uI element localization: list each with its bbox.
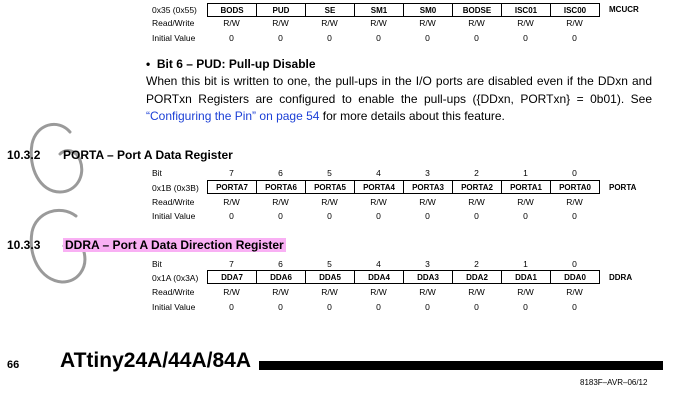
ddra-rw-row xyxy=(207,287,599,297)
rw-cell: R/W xyxy=(419,18,436,28)
rw-cell: R/W xyxy=(517,197,534,207)
bit-number: 7 xyxy=(229,259,234,269)
footer-page-number: 66 xyxy=(7,359,20,371)
ddra-bit-number-row xyxy=(207,259,599,269)
mcucr-address: 0x35 (0x55) xyxy=(152,5,197,15)
rw-cell: R/W xyxy=(566,18,583,28)
porta-bit-1: PORTA1 xyxy=(502,181,551,194)
rw-cell: R/W xyxy=(468,18,485,28)
pud-bullet-heading xyxy=(146,57,316,71)
mcucr-bit-6: PUD xyxy=(257,4,306,17)
ddra-section-title xyxy=(63,238,286,252)
bit-number: 4 xyxy=(376,168,381,178)
init-cell: 0 xyxy=(572,302,577,312)
ddra-bit-3: DDA3 xyxy=(404,271,453,284)
rw-cell: R/W xyxy=(517,287,534,297)
init-cell: 0 xyxy=(229,211,234,221)
ddra-init-label: Initial Value xyxy=(152,302,196,312)
init-cell: 0 xyxy=(327,33,332,43)
ddra-bit-0: DDA0 xyxy=(551,271,600,284)
ddra-bit-7: DDA7 xyxy=(221,272,243,282)
init-cell: 0 xyxy=(278,33,283,43)
pud-heading-text: Bit 6 – PUD: Pull-up Disable xyxy=(156,57,316,71)
porta-bit-4: PORTA4 xyxy=(355,181,404,194)
rw-cell: R/W xyxy=(272,18,289,28)
porta-bit-6: PORTA6 xyxy=(257,181,306,194)
init-cell: 0 xyxy=(474,302,479,312)
porta-address: 0x1B (0x3B) xyxy=(152,183,199,193)
configuring-pin-link[interactable]: “Configuring the Pin” on page 54 xyxy=(146,109,320,123)
ddra-bit-table xyxy=(207,270,600,284)
porta-bit-number-row xyxy=(207,168,599,178)
rw-cell: R/W xyxy=(272,287,289,297)
footer-rule-bar xyxy=(259,361,663,370)
rw-cell: R/W xyxy=(223,18,240,28)
porta-section-number: 10.3.2 xyxy=(7,148,41,162)
rw-cell: R/W xyxy=(272,197,289,207)
ddra-title-highlight: DDRA – Port A Data Direction Register xyxy=(65,238,284,252)
init-cell: 0 xyxy=(327,302,332,312)
porta-rw-row xyxy=(207,197,599,207)
init-cell: 0 xyxy=(278,211,283,221)
init-cell: 0 xyxy=(425,33,430,43)
porta-section-title: PORTA – Port A Data Register xyxy=(63,148,233,162)
porta-bit-2: PORTA2 xyxy=(453,181,502,194)
mcucr-init-row xyxy=(207,33,599,43)
bit-number: 6 xyxy=(278,259,283,269)
bit-number: 5 xyxy=(327,259,332,269)
init-cell: 0 xyxy=(229,33,234,43)
init-cell: 0 xyxy=(474,211,479,221)
init-cell: 0 xyxy=(474,33,479,43)
init-cell: 0 xyxy=(376,302,381,312)
mcucr-rw-row xyxy=(207,18,599,28)
ddra-bit-2: DDA2 xyxy=(453,271,502,284)
porta-bit-0: PORTA0 xyxy=(551,181,600,194)
ddra-register-name: DDRA xyxy=(609,273,633,282)
bit-number: 0 xyxy=(572,259,577,269)
mcucr-bit-2: BODSE xyxy=(453,4,502,17)
mcucr-rw-label: Read/Write xyxy=(152,18,195,28)
rw-cell: R/W xyxy=(223,197,240,207)
bit-number: 3 xyxy=(425,168,430,178)
porta-bits-row xyxy=(208,181,600,194)
bit-number: 1 xyxy=(523,259,528,269)
mcucr-bit-5: SE xyxy=(306,4,355,17)
pud-text-after: for more details about this feature. xyxy=(319,109,505,123)
mcucr-register-name: MCUCR xyxy=(609,5,639,14)
mcucr-bit-0: ISC00 xyxy=(551,4,600,17)
bit-number: 4 xyxy=(376,259,381,269)
rw-cell: R/W xyxy=(370,197,387,207)
bit-number: 5 xyxy=(327,168,332,178)
mcucr-bits-row xyxy=(208,4,600,17)
rw-cell: R/W xyxy=(321,287,338,297)
pud-text-before: When this bit is written to one, the pull-ups in the I/O ports are disabled even if the DDxn and PORTxn Registers are configured to enable the pull-ups ({DDxn, PORTxn} = 0b01). See xyxy=(146,74,652,106)
porta-register-name: PORTA xyxy=(609,183,637,192)
bit-number: 2 xyxy=(474,168,479,178)
ddra-bit-5: DDA5 xyxy=(306,271,355,284)
mcucr-bit-3: SM0 xyxy=(404,4,453,17)
ddra-bit-1: DDA1 xyxy=(502,271,551,284)
init-cell: 0 xyxy=(327,211,332,221)
init-cell: 0 xyxy=(425,302,430,312)
pud-description xyxy=(146,73,652,126)
bit-number: 7 xyxy=(229,168,234,178)
mcucr-bit-7: BODS xyxy=(220,5,244,15)
rw-cell: R/W xyxy=(468,197,485,207)
bit-number: 1 xyxy=(523,168,528,178)
rw-cell: R/W xyxy=(223,287,240,297)
porta-init-row xyxy=(207,211,599,221)
rw-cell: R/W xyxy=(321,18,338,28)
init-cell: 0 xyxy=(523,302,528,312)
ddra-bits-row xyxy=(208,271,600,284)
mcucr-bit-4: SM1 xyxy=(355,4,404,17)
rw-cell: R/W xyxy=(566,197,583,207)
footer-title: ATtiny24A/44A/84A xyxy=(60,349,252,372)
init-cell: 0 xyxy=(376,211,381,221)
porta-bit-7: PORTA7 xyxy=(216,182,248,192)
bit-number: 0 xyxy=(572,168,577,178)
init-cell: 0 xyxy=(572,33,577,43)
mcucr-bit-1: ISC01 xyxy=(502,4,551,17)
init-cell: 0 xyxy=(523,33,528,43)
porta-bit-5: PORTA5 xyxy=(306,181,355,194)
init-cell: 0 xyxy=(572,211,577,221)
init-cell: 0 xyxy=(376,33,381,43)
bullet-dot: • xyxy=(146,57,157,71)
bit-number: 3 xyxy=(425,259,430,269)
porta-bit-label: Bit xyxy=(152,168,162,178)
bit-number: 6 xyxy=(278,168,283,178)
ddra-bit-6: DDA6 xyxy=(257,271,306,284)
init-cell: 0 xyxy=(229,302,234,312)
init-cell: 0 xyxy=(425,211,430,221)
init-cell: 0 xyxy=(278,302,283,312)
porta-rw-label: Read/Write xyxy=(152,197,195,207)
mcucr-bit-table xyxy=(207,3,600,17)
rw-cell: R/W xyxy=(566,287,583,297)
porta-init-label: Initial Value xyxy=(152,211,196,221)
porta-bit-3: PORTA3 xyxy=(404,181,453,194)
rw-cell: R/W xyxy=(419,287,436,297)
ddra-init-row xyxy=(207,302,599,312)
rw-cell: R/W xyxy=(468,287,485,297)
init-cell: 0 xyxy=(523,211,528,221)
ddra-bit-4: DDA4 xyxy=(355,271,404,284)
ddra-section-number: 10.3.3 xyxy=(7,238,41,252)
rw-cell: R/W xyxy=(370,287,387,297)
ddra-address: 0x1A (0x3A) xyxy=(152,273,199,283)
rw-cell: R/W xyxy=(370,18,387,28)
footer-doc-id: 8183F–AVR–06/12 xyxy=(580,378,648,387)
bit-number: 2 xyxy=(474,259,479,269)
rw-cell: R/W xyxy=(419,197,436,207)
porta-bit-table xyxy=(207,180,600,194)
rw-cell: R/W xyxy=(517,18,534,28)
mcucr-init-label: Initial Value xyxy=(152,33,196,43)
ddra-bit-label: Bit xyxy=(152,259,162,269)
rw-cell: R/W xyxy=(321,197,338,207)
ddra-rw-label: Read/Write xyxy=(152,287,195,297)
